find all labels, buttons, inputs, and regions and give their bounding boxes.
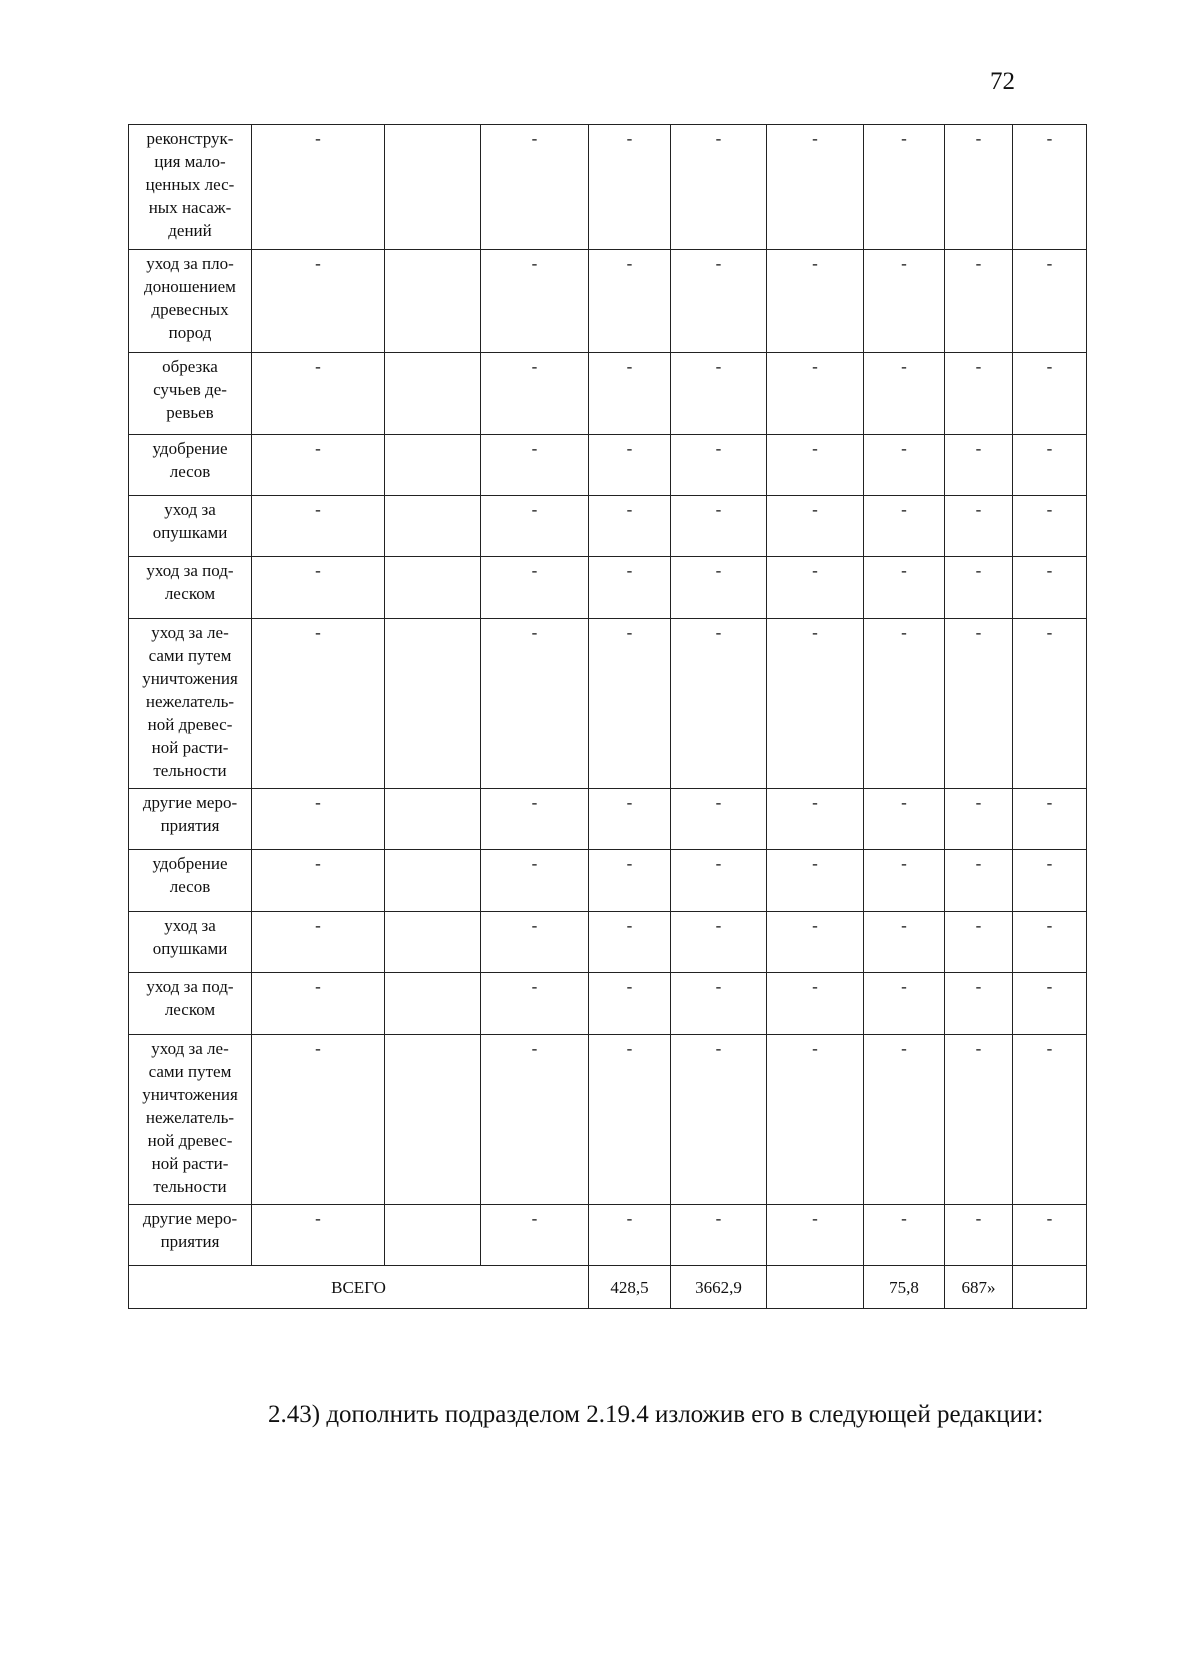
table-cell: -: [252, 1205, 385, 1266]
table-cell: -: [481, 1205, 589, 1266]
table-cell: -: [252, 912, 385, 973]
table-cell: -: [767, 250, 864, 353]
table-cell: -: [767, 619, 864, 789]
table-cell: -: [945, 789, 1013, 850]
table-cell: -: [589, 973, 671, 1035]
table-cell: -: [589, 496, 671, 557]
table-cell: [385, 789, 481, 850]
row-label: обрезка сучьев де- ревьев: [129, 353, 252, 435]
table-cell: -: [864, 125, 945, 250]
table-cell: -: [1013, 353, 1087, 435]
table-cell: -: [864, 1205, 945, 1266]
row-label: уход за пло- доношением древесных пород: [129, 250, 252, 353]
table-cell: -: [945, 850, 1013, 912]
table-row: [129, 1035, 1087, 1205]
table-cell: -: [767, 789, 864, 850]
table-cell: -: [1013, 912, 1087, 973]
table-cell: -: [671, 125, 767, 250]
table-cell: -: [671, 1205, 767, 1266]
table-cell: -: [481, 789, 589, 850]
table-cell: -: [481, 619, 589, 789]
table-cell: -: [767, 973, 864, 1035]
table-cell: -: [1013, 850, 1087, 912]
table-cell: -: [481, 125, 589, 250]
table-cell: [385, 250, 481, 353]
table-cell: -: [767, 912, 864, 973]
table-cell: -: [945, 496, 1013, 557]
table-row: [129, 973, 1087, 1035]
table-cell: -: [252, 496, 385, 557]
table-cell: -: [252, 973, 385, 1035]
table-cell: -: [589, 1205, 671, 1266]
table-cell: -: [864, 973, 945, 1035]
table-cell: -: [671, 1035, 767, 1205]
table-cell: -: [1013, 1205, 1087, 1266]
table-cell: -: [252, 435, 385, 496]
table-row: [129, 912, 1087, 973]
table-cell: -: [589, 557, 671, 619]
table-cell: -: [864, 619, 945, 789]
table-cell: -: [671, 973, 767, 1035]
table-cell: -: [945, 1035, 1013, 1205]
table-cell: -: [945, 1205, 1013, 1266]
table-cell: -: [864, 496, 945, 557]
table-cell: -: [864, 435, 945, 496]
table-cell: [385, 973, 481, 1035]
table-cell: -: [252, 789, 385, 850]
table-row: [129, 1205, 1087, 1266]
table-cell: -: [864, 1035, 945, 1205]
total-value: 3662,9: [671, 1266, 767, 1309]
table-cell: -: [671, 250, 767, 353]
page-number: 72: [990, 68, 1015, 95]
table-cell: -: [945, 353, 1013, 435]
table-cell: -: [671, 912, 767, 973]
table-cell: -: [481, 557, 589, 619]
table-cell: -: [1013, 125, 1087, 250]
table-cell: [385, 850, 481, 912]
table-cell: -: [252, 125, 385, 250]
table-cell: -: [864, 912, 945, 973]
table-cell: [385, 353, 481, 435]
total-row: [129, 1266, 1087, 1309]
row-label: другие меро- приятия: [129, 789, 252, 850]
table-cell: -: [1013, 789, 1087, 850]
total-value: 687»: [945, 1266, 1013, 1309]
table-cell: -: [481, 973, 589, 1035]
total-value: 428,5: [589, 1266, 671, 1309]
row-label: уход за опушками: [129, 912, 252, 973]
table-cell: -: [589, 250, 671, 353]
table-cell: -: [252, 619, 385, 789]
table-cell: -: [767, 496, 864, 557]
table-cell: -: [767, 353, 864, 435]
table-cell: -: [589, 912, 671, 973]
table-cell: -: [481, 353, 589, 435]
table-cell: [385, 619, 481, 789]
table-cell: [385, 125, 481, 250]
table-cell: -: [767, 435, 864, 496]
table-cell: -: [945, 250, 1013, 353]
table-cell: -: [671, 850, 767, 912]
table-cell: -: [671, 353, 767, 435]
table-cell: -: [589, 1035, 671, 1205]
table-cell: -: [589, 125, 671, 250]
table-cell: -: [671, 789, 767, 850]
table-cell: -: [1013, 435, 1087, 496]
row-label: уход за под- леском: [129, 973, 252, 1035]
table-cell: -: [671, 496, 767, 557]
row-label: другие меро- приятия: [129, 1205, 252, 1266]
row-label: уход за опушками: [129, 496, 252, 557]
table-cell: -: [1013, 973, 1087, 1035]
row-label: уход за под- леском: [129, 557, 252, 619]
table-cell: -: [1013, 619, 1087, 789]
table-cell: -: [589, 850, 671, 912]
table-cell: [385, 435, 481, 496]
table-cell: -: [481, 435, 589, 496]
table-cell: -: [1013, 496, 1087, 557]
table-cell: -: [1013, 250, 1087, 353]
table-cell: [385, 557, 481, 619]
table-row: [129, 557, 1087, 619]
table-cell: -: [481, 250, 589, 353]
table-cell: -: [864, 557, 945, 619]
table-cell: -: [864, 850, 945, 912]
table-cell: -: [671, 619, 767, 789]
table-cell: -: [589, 435, 671, 496]
row-label: реконструк- ция мало- ценных лес- ных насаж- дений: [129, 125, 252, 250]
row-label: уход за ле- сами путем уничтожения нежелатель- ной древес- ной расти- тельности: [129, 1035, 252, 1205]
table-cell: -: [252, 557, 385, 619]
table-cell: -: [252, 353, 385, 435]
table-cell: -: [945, 557, 1013, 619]
table-cell: -: [767, 557, 864, 619]
table-cell: -: [945, 435, 1013, 496]
row-label: удобрение лесов: [129, 850, 252, 912]
table-cell: -: [589, 789, 671, 850]
table-body: [129, 125, 1087, 1309]
table-cell: -: [481, 1035, 589, 1205]
table-row: [129, 850, 1087, 912]
table-cell: -: [589, 353, 671, 435]
total-label: ВСЕГО: [129, 1266, 589, 1309]
table-cell: -: [481, 912, 589, 973]
table-cell: -: [945, 912, 1013, 973]
table-cell: [385, 1205, 481, 1266]
table-cell: -: [252, 850, 385, 912]
table-cell: -: [945, 619, 1013, 789]
row-label: удобрение лесов: [129, 435, 252, 496]
table-cell: [385, 496, 481, 557]
table-row: [129, 435, 1087, 496]
table-cell: -: [481, 850, 589, 912]
table-cell: -: [252, 250, 385, 353]
table-cell: -: [767, 1035, 864, 1205]
forest-measures-table: [128, 124, 1087, 1309]
table-row: [129, 125, 1087, 250]
table-cell: -: [945, 125, 1013, 250]
table-cell: -: [864, 353, 945, 435]
table-cell: -: [767, 1205, 864, 1266]
table-row: [129, 496, 1087, 557]
amendment-paragraph: 2.43) дополнить подразделом 2.19.4 изложив его в следующей редакции:: [268, 1401, 1044, 1428]
total-value: 75,8: [864, 1266, 945, 1309]
table-row: [129, 619, 1087, 789]
table-cell: [385, 912, 481, 973]
table-cell: [385, 1035, 481, 1205]
table-row: [129, 789, 1087, 850]
table-cell: -: [252, 1035, 385, 1205]
total-value: [767, 1266, 864, 1309]
table-cell: -: [1013, 557, 1087, 619]
table-cell: -: [481, 496, 589, 557]
table-cell: -: [945, 973, 1013, 1035]
table-cell: -: [767, 125, 864, 250]
table-cell: -: [671, 557, 767, 619]
total-value: [1013, 1266, 1087, 1309]
table-cell: -: [1013, 1035, 1087, 1205]
table-cell: -: [589, 619, 671, 789]
table-cell: -: [671, 435, 767, 496]
table-cell: -: [767, 850, 864, 912]
table-row: [129, 353, 1087, 435]
table-cell: -: [864, 789, 945, 850]
table-cell: -: [864, 250, 945, 353]
table-row: [129, 250, 1087, 353]
row-label: уход за ле- сами путем уничтожения нежелатель- ной древес- ной расти- тельности: [129, 619, 252, 789]
